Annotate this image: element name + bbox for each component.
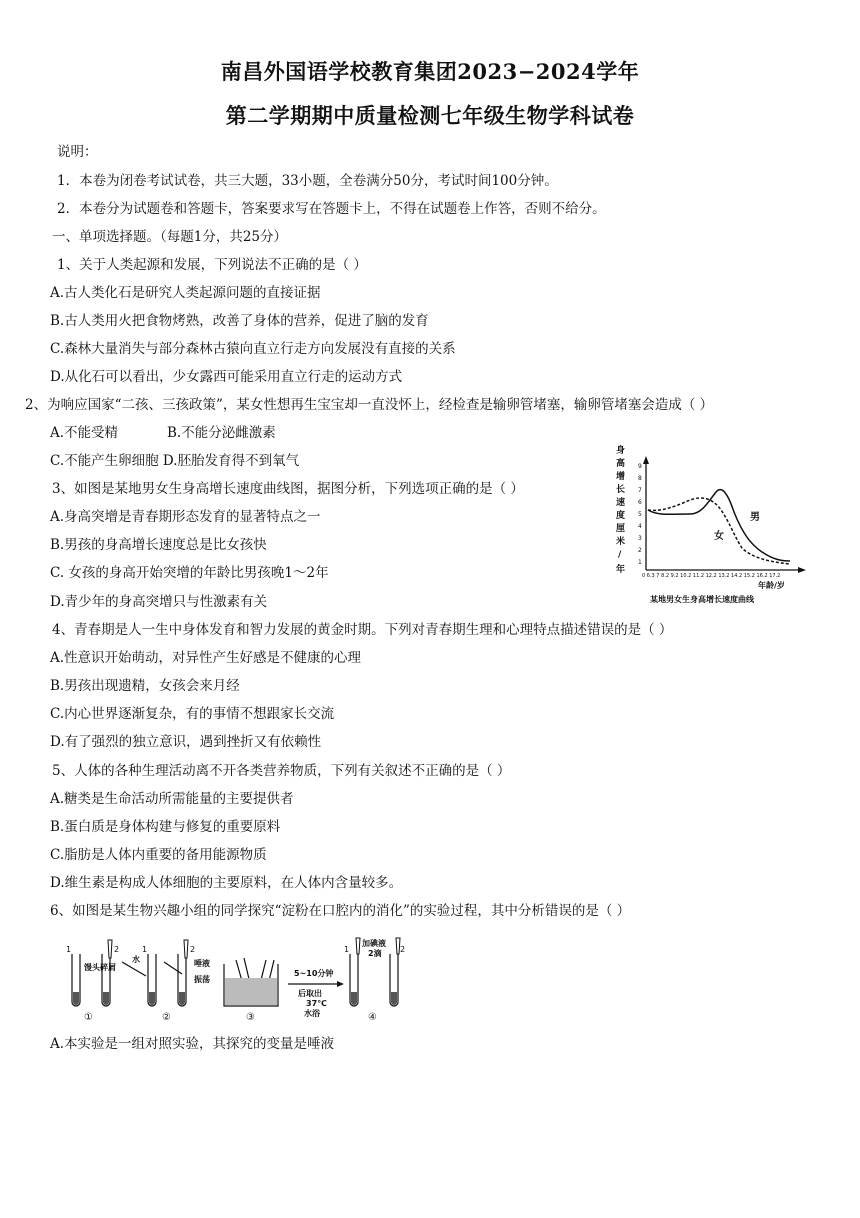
svg-text:后取出: 后取出: [298, 989, 322, 998]
instructions-label: 说明：: [57, 144, 98, 160]
svg-text:高: 高: [616, 459, 626, 469]
svg-text:2: 2: [400, 945, 406, 954]
svg-text:1: 1: [344, 945, 350, 954]
svg-text:速: 速: [616, 498, 626, 508]
svg-text:米: 米: [616, 537, 626, 547]
svg-text:水浴: 水浴: [304, 1009, 320, 1018]
svg-text:馒头碎屑: 馒头碎屑: [84, 963, 116, 972]
boy-label: 男: [750, 512, 760, 523]
svg-text:振荡: 振荡: [194, 975, 210, 984]
q4-option-c: C.内心世界逐渐复杂，有的事情不想跟家长交流: [50, 706, 335, 722]
q4-stem: 4、青春期是人一生中身体发育和智力发展的黄金时期。下列对青春期生理和心理特点描述错误的是（ ）: [52, 622, 673, 638]
starch-experiment-figure: [62, 936, 422, 1024]
q4-option-b: B.男孩出现遗精，女孩会来月经: [50, 678, 240, 694]
q1-option-b: B.古人类用火把食物烤熟，改善了身体的营养，促进了脑的发育: [50, 313, 429, 329]
svg-text:/: /: [618, 550, 622, 560]
section1-heading: 一、单项选择题。（每题1分，共25分）: [52, 229, 288, 245]
q5-stem: 5、人体的各种生理活动离不开各类营养物质，下列有关叙述不正确的是（ ）: [52, 763, 511, 779]
instruction-1: 1．本卷为闭卷考试试卷，共三大题，33小题，全卷满分50分，考试时间100分钟。: [57, 173, 558, 189]
q1-option-a: A.古人类化石是研究人类起源问题的直接证据: [50, 285, 321, 301]
q6-stem: 6、如图是某生物兴趣小组的同学探究“淀粉在口腔内的消化”的实验过程，其中分析错误的是（ ）: [50, 903, 631, 919]
svg-text:长: 长: [616, 485, 626, 495]
svg-text:7: 7: [638, 487, 642, 494]
q2-stem: 2、为响应国家“二孩、三孩政策”，某女性想再生宝宝却一直没怀上，经检查是输卵管堵塞，输卵管堵塞会造成（ ）: [25, 397, 714, 413]
svg-text:①: ①: [84, 1012, 93, 1023]
q4-option-d: D.有了强烈的独立意识，遇到挫折又有依赖性: [50, 734, 322, 750]
svg-text:年龄/岁: 年龄/岁: [758, 581, 785, 590]
svg-text:4: 4: [638, 523, 642, 530]
q5-option-d: D.维生素是构成人体细胞的主要原料，在人体内含量较多。: [50, 875, 403, 891]
girl-label: 女: [714, 531, 724, 542]
svg-text:0 6.3 7 8.2 9.2 10.2 11.2 12.2: 0 6.3 7 8.2 9.2 10.2 11.2 12.2 13.2 14.2 15.2 16.2 17.2: [642, 573, 781, 579]
svg-text:37℃: 37℃: [306, 999, 327, 1008]
svg-text:增: 增: [616, 472, 626, 482]
figure1-caption: 某地男女生身高增长速度曲线: [650, 595, 754, 604]
svg-text:水: 水: [132, 955, 140, 964]
q3-option-c: C. 女孩的身高开始突增的年龄比男孩晚1～2年: [50, 565, 329, 581]
svg-text:2: 2: [114, 945, 120, 954]
q5-option-b: B.蛋白质是身体构建与修复的重要原料: [50, 819, 281, 835]
svg-text:度: 度: [616, 511, 626, 521]
svg-text:2滴: 2滴: [368, 949, 382, 958]
q3-option-b: B.男孩的身高增长速度总是比女孩快: [50, 537, 267, 553]
svg-text:3: 3: [638, 535, 642, 542]
svg-text:加碘液: 加碘液: [362, 939, 386, 948]
q1-option-d: D.从化石可以看出，少女露西可能采用直立行走的运动方式: [50, 369, 403, 385]
q1-option-c: C.森林大量消失与部分森林古猿向直立行走方向发展没有直接的关系: [50, 341, 456, 357]
svg-text:2: 2: [638, 547, 642, 554]
svg-text:身: 身: [616, 446, 626, 456]
svg-text:1: 1: [638, 559, 642, 566]
q3-option-a: A.身高突增是青春期形态发育的显著特点之一: [50, 509, 321, 525]
height-growth-figure: [610, 440, 810, 610]
svg-text:③: ③: [246, 1012, 255, 1023]
q2-option-b: B.不能分泌雌激素: [167, 425, 276, 441]
svg-text:6: 6: [638, 499, 642, 506]
svg-text:年: 年: [616, 565, 626, 575]
exam-title-line2: 第二学期期中质量检测七年级生物学科试卷: [225, 103, 635, 128]
q5-option-a: A.糖类是生命活动所需能量的主要提供者: [50, 791, 294, 807]
svg-text:5~10分钟: 5~10分钟: [294, 969, 334, 978]
svg-text:2: 2: [190, 945, 196, 954]
svg-text:唾液: 唾液: [194, 959, 210, 968]
q3-option-d: D.青少年的身高突增只与性激素有关: [50, 594, 268, 610]
svg-text:9: 9: [638, 463, 642, 470]
q2-option-cd: C.不能产生卵细胞 D.胚胎发育得不到氧气: [50, 453, 300, 469]
q5-option-c: C.脂肪是人体内重要的备用能源物质: [50, 847, 267, 863]
svg-text:厘: 厘: [616, 524, 626, 534]
svg-text:②: ②: [162, 1012, 171, 1023]
svg-text:1: 1: [66, 945, 72, 954]
svg-text:5: 5: [638, 511, 642, 518]
svg-text:8: 8: [638, 475, 642, 482]
q4-option-a: A.性意识开始萌动，对异性产生好感是不健康的心理: [50, 650, 362, 666]
svg-text:1: 1: [142, 945, 148, 954]
q2-option-a: A.不能受精: [50, 425, 119, 441]
exam-title-line1: 南昌外国语学校教育集团2023−2024学年: [220, 59, 640, 84]
q3-stem: 3、如图是某地男女生身高增长速度曲线图，据图分析，下列选项正确的是（ ）: [52, 481, 524, 497]
instruction-2: 2．本卷分为试题卷和答题卡，答案要求写在答题卡上，不得在试题卷上作答，否则不给分。: [57, 201, 606, 217]
q1-stem: 1、关于人类起源和发展，下列说法不正确的是（ ）: [57, 257, 367, 273]
q6-option-a: A.本实验是一组对照实验，其探究的变量是唾液: [50, 1036, 335, 1052]
svg-text:④: ④: [368, 1012, 377, 1023]
